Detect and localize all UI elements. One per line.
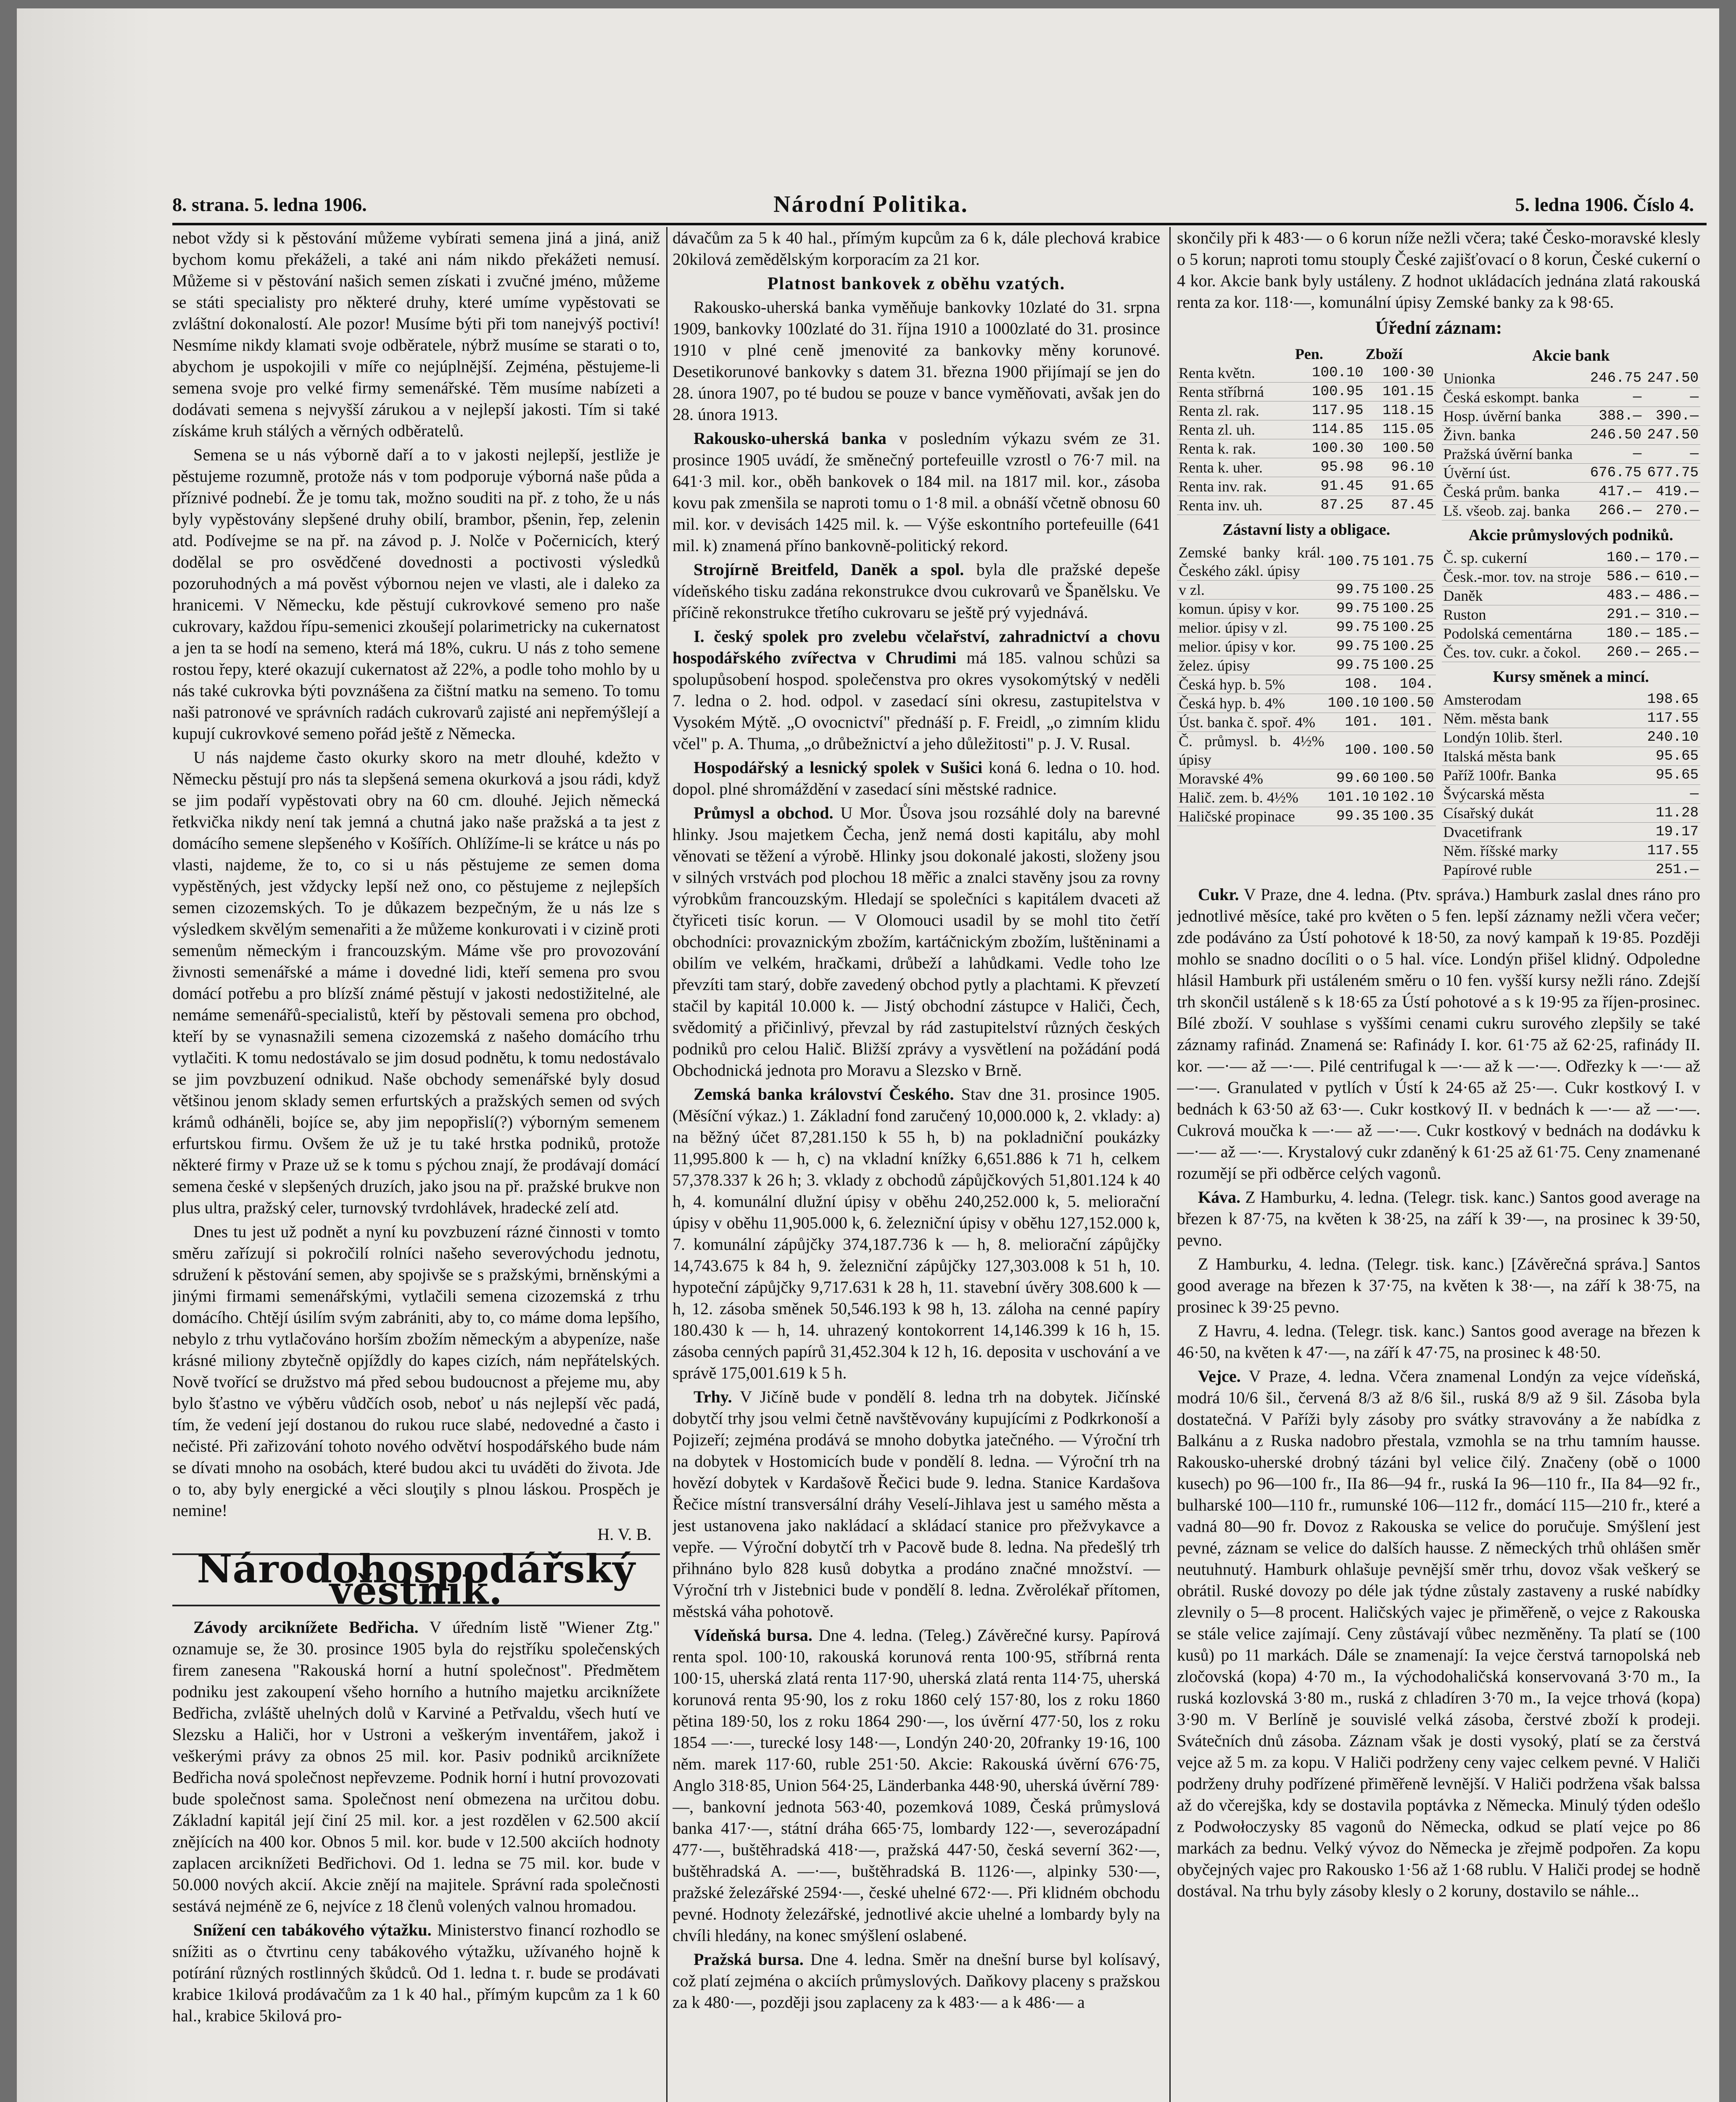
fx-row [1442, 728, 1701, 747]
industrial-table [1442, 549, 1701, 662]
row-value: 100.25 [1381, 599, 1435, 618]
row-value: 260.— [1602, 643, 1651, 662]
fx-row [1442, 785, 1701, 804]
fx-table [1442, 690, 1701, 879]
row-value: 91.65 [1365, 477, 1436, 496]
row-value: 198.65 [1620, 690, 1700, 709]
row-value: 185.— [1651, 624, 1700, 643]
article-paragraph: v posledním výkazu svém ze 31. prosince 1905 uvádí, že směnečný portefeuille vzrostl o 76·7 mil. na 641·3 mil. kor., oběh bankovek o 184 mil. na 1817 mil. kor., zásoba kovu pak zmenšila se naproti tomu o 1·8 mil. a obnáší včetně obnosu 60 mil. kor. v devisách 1425 mil. k. — Výše eskontního portefeuille (641 mil. k) znamená příno bankovně-politický rekord. [673, 429, 1160, 555]
row-value: 486.— [1651, 586, 1700, 605]
bond-row [1177, 788, 1436, 807]
row-value: 95.65 [1620, 766, 1700, 785]
industrial-row [1442, 586, 1701, 605]
article-heading: Průmysl a obchod. [694, 803, 834, 822]
row-value: 483.— [1602, 586, 1651, 605]
row-label: Lš. všeob. zaj. banka [1442, 502, 1586, 520]
row-value: 99.75 [1326, 637, 1381, 656]
article-paragraph: V Praze, dne 4. ledna. (Ptv. správa.) Hamburk zaslal dnes ráno pro jednotlivé měsíce, také pro květen o 5 fen. lepší záznamy nežli včera večer; zde podáváno za Ústí pohotové k 18·50, za nový kampaň k 19·85. Později mohlo se snadno docíliti o o 5 hal. více. Londýn přišel klidný. Odpoledne hlásil Hamburk při ustáleném směru o 10 fen. vyšší kursy nežli ráno. Zdejší trh skončil ustáleně s k 18·65 za Ústí pohotové a s k 19·95 za říjen-prosinec. Bílé zboží. V souhlase s vyššími cenami cukru surového zlepšily se také záznamy rafinád. Znamená se: Rafinády I. kor. 61·75 až 62·25, rafinády II. kor. —·— až —·—. Pilé centrifugal k —·— až k —·—. Odřezky k —·— až —·—. Granulated v pytlích v Ústí k 24·65 až 25·—. Cukr kostkový I. v bednách k 63·50 až 63·—. Cukr kostkový II. v bednách k —·— až —·—. Cukrová moučka k —·— až —·—. Cukr kostkový v bednách na dodávku k —·— až —·—. Krystalový cukr zdaněný k 61·25 až 61·75. Ceny znamenané rozumějí se při odběrce celých vagonů. [1177, 885, 1700, 1183]
row-value: 108. [1326, 675, 1381, 694]
table-title: Úřední záznam: [1375, 317, 1502, 338]
column-3 [1177, 227, 1700, 2102]
row-label: Něm. říšské marky [1442, 842, 1620, 861]
row-label: Amsterodam [1442, 690, 1620, 709]
issue-date-number: 5. ledna 1906. Číslo 4. [1515, 194, 1694, 215]
fx-row [1442, 766, 1701, 785]
row-label: Halič. zem. b. 4½% [1177, 788, 1326, 807]
row-label: Renta zl. uh. [1177, 420, 1295, 439]
row-value: 610.— [1651, 568, 1700, 586]
row-value: 101. [1326, 713, 1381, 732]
article-signature: H. V. B. [597, 1525, 652, 1544]
row-value: 100.35 [1381, 807, 1435, 826]
article-paragraph: dávačům za 5 k 40 hal., přímým kupcům za 6 k, dále plechová krabice 20kilová zemědělským korporacím za 21 kor. [673, 228, 1160, 269]
row-label: Něm. města bank [1442, 709, 1620, 728]
row-label: Pražská úvěrní banka [1442, 445, 1586, 464]
article-paragraph: Dne 4. ledna. Směr na dnešní burse byl kolísavý, což platí zejména o akciích průmyslových. Daňkovy placeny s pražskou za k 480·—, později jsou zaplaceny za k 483·— a k 486·— a [673, 1950, 1160, 2012]
column-1 [172, 227, 660, 2102]
row-value: — [1643, 388, 1700, 407]
row-label: Renta zl. rak. [1177, 401, 1295, 420]
row-value: 100.10 [1326, 694, 1381, 713]
article-heading: Snížení cen tabákového výtažku. [193, 1920, 432, 1939]
article-paragraph: Z Havru, 4. ledna. (Telegr. tisk. kanc.) Santos good average na březen k 46·50, na květen k 47·—, na září k 47·75, na prosinec k 48·50. [1177, 1321, 1700, 1362]
row-label: Česká hyp. b. 5% [1177, 675, 1326, 694]
bond-row [1177, 543, 1436, 581]
bonds-table [1177, 543, 1436, 826]
row-label: Daněk [1442, 586, 1602, 605]
row-label: želez. úpisy [1177, 656, 1326, 675]
row-value: 100.25 [1381, 637, 1435, 656]
bond-row [1177, 637, 1436, 656]
row-value: 100. [1326, 732, 1381, 769]
bond-row [1177, 581, 1436, 599]
row-label: Česká prům. banka [1442, 483, 1586, 502]
row-value: — [1620, 785, 1700, 804]
bond-row [1177, 769, 1436, 788]
article-heading: Rakousko-uherská banka [694, 429, 886, 448]
row-label: v zl. [1177, 581, 1326, 599]
row-value: 99.75 [1326, 656, 1381, 675]
article-paragraph: V Jičíně bude v pondělí 8. ledna trh na dobytek. Jičínské dobytčí trhy jsou velmi četně navštěvovány kupujícími z Podkrkonoší a Pojizeří; zejména prodává se mnoho dobytka jatečného. — Výroční trh na dobytek v Hostomicích bude v pondělí 8. ledna. — Výroční trh na hovězí dobytek v Kardašově Řečici bude 9. ledna. Stanice Kardašova Řečice místní transversální dráhy Veselí-Jihlava jest u samého města a jest ustanovena jako nakládací a skládací stanice pro přežvykavce a vepře. — Výroční dobytčí trh v Pacově bude 8. ledna. Na předešlý trh přihnáno bylo 828 kusů dobytka a prodáno značné množství. — Výroční trh v Jistebnici bude v pondělí 8. ledna. Zvěrolékař přítomen, městská váha pohotově. [673, 1387, 1160, 1621]
row-label: komun. úpisy v kor. [1177, 599, 1326, 618]
fx-row [1442, 747, 1701, 766]
article-paragraph: V úředním listě "Wiener Ztg." oznamuje se, že 30. prosince 1905 byla do rejstříku společenských firem zanesena "Rakouská horní a hutní společnost". Předmětem podniku jest zakoupení všeho horního a hutního majetku arciknížete Bedřicha, zvláště uhelných dolů v Karviné a Petřvaldu, všech hutí ve Slezsku a Haliči, hor v Ustroni a veškerým inventářem, jakož i veškerými právy za obnos 25 mil. kor. Pasiv podniků arciknížete Bedřicha nová společnost nepřevzeme. Podnik horní i hutní provozovati bude společnost sama. Společnost není obmezena na určitou dobu. Základní kapitál její činí 25 mil. kor. a jest rozdělen v 62.500 akcií znějících na 400 kor. Obnos 5 mil. kor. bude v 12.500 akciích hodnoty zaplacen arciknížeti Bedřichovi. Od 1. ledna se 75 mil. kor. bude v 50.000 nových akcií. Akcie znějí na majitele. Správní rada společnosti sestává nejméně ze 6, nejvíce z 18 členů volených valnou hromadou. [172, 1618, 660, 1915]
article-heading: Strojírně Breitfeld, Daněk a spol. [694, 560, 964, 579]
article-paragraph: byla dle pražské depeše vídeňského tisku zadána rekonstrukce dvou cukrovarů ve Španělsku. Ve příčině rekonstrukce třetího cukrovaru se ještě prý vyjednává. [673, 560, 1160, 622]
row-value: 118.15 [1365, 401, 1436, 420]
article-heading: Zemská banka království Českého. [694, 1085, 954, 1104]
industrial-row [1442, 549, 1701, 568]
left-tables [1177, 343, 1436, 884]
industrial-row [1442, 643, 1701, 662]
row-value: 388.— [1586, 407, 1644, 426]
rate-row [1177, 496, 1436, 515]
row-value: 101.15 [1365, 383, 1436, 401]
market-tables [1177, 343, 1700, 884]
rate-row [1177, 458, 1436, 477]
row-value: 100·30 [1365, 364, 1436, 383]
page-margin-strip [17, 8, 151, 2102]
row-value: 270.— [1643, 502, 1700, 520]
bond-row [1177, 618, 1436, 637]
row-value: 99.75 [1326, 581, 1381, 599]
bank-row [1442, 483, 1701, 502]
row-label: Česká eskompt. banka [1442, 388, 1586, 407]
article-paragraph: V Praze, 4. ledna. Včera znamenal Londýn za vejce vídeňská, modrá 10/6 šil., červená 8/3 až 8/6 šil., ruská 8/9 až 9 šil. Zásoba byla dostatečná. V Paříži byly zásoby pro svátky stravovány a že nabídka z Balkánu a z Ruska nadobro přestala, vzmohla se na trhu tamním hausse. Rakousko-uherské drobný tázáni byl velice čilý. Značeny (obě o 1000 kusech) po 96—100 fr., IIa 86—94 fr., ruská Ia 96—110 fr., IIa 84—92 fr., bulharské 100—110 fr., rumunské 106—112 fr., domácí 115—210 fr., které a vadná 80—90 fr. Dovoz z Rakouska se velice do poručuje. Smýšlení jest pevné, záznam se velice do dalších hausse. Z německých trhů ohlášen směr neutuhnutý. Hamburk ohlašuje pevnější směr trhu, dovoz však veškerý se obrátil. Ruské dovozy po déle jak týdne zůstaly zastaveny a ruské nabídky zlevnily o 5—8 procent. Haličských vajec je přiměřeně, o vejce z Rakouska se stále velice zajímají. Ceny zůstávají vůbec nezměněny. Ta platí se (100 kusů) po 11 markách. Dále se znamenají: Ia vejce čerstvá tarnopolská neb zločovská (kopa) 4·70 m., Ia východohaličská konservovaná 3·70 m., Ia ruská kozlovská 3·80 m., ruská z chladíren 3·70 m., Ia vejce trhová (kopa) 3·90 m. V Berlíně je souvislé velká zásoba, čerstvé zboží k prodeji. Svátečních dnů zásoba. Záznam však je dosti vysoký, platí se za čerstvá vejce až 5 m. za kopu. V Haliči podrženy ceny vajec celkem pevné. V Haliči podrženy druhy podřízené přiměřeně levnější. V Haliči podržena však balssa až do včerejška, kdy se dostavila poptávka z Německa. Minulý týden odešlo z Podwołoczysky 85 vagonů do Německa, odkud se platí vejce po 86 markách za bednu. Velký vývoz do Německa je zřejmě podpořen. Za kopu obyčejných vajec pro Rakousko 1·56 až 1·68 rublu. V Haliči prodej se hodně dostával. Na trhu byly zásoby klesly o 2 koruny, dostavilo se náhle... [1177, 1367, 1700, 1900]
row-label: Česká hyp. b. 4% [1177, 694, 1326, 713]
row-label: Papírové ruble [1442, 861, 1620, 879]
article-paragraph: Stav dne 31. prosince 1905. (Měsíční výkaz.) 1. Základní fond zaručený 10,000.000 k, 2. vklady: a) na běžný účet 87,281.150 k 55 h, b) na pokladniční poukázky 11,995.800 k — h, c) na vkladní knížky 6,651.886 k 71 h, celkem 57,378.337 k 26 h; 3. vklady z obchodů zápůjčkových 51,801.124 k 40 h, 4. komunální dlužní úpisy v oběhu 240,252.000 k, 5. meliorační úpisy v oběhu 11,905.000 k, 6. železniční úpisy v oběhu 127,152.000 k, 7. komunální zápůjčky 374,187.736 k — h, 8. meliorační zápůjčky 14,743.675 k 84 h, 9. železniční zápůjčky 127,303.008 k 51 h, 10. hypoteční zápůjčky 9,717.631 k 28 h, 11. stavební úvěry 308.600 k — h, 12. zásoba směnek 50,546.193 k 98 h, 13. záloha na cenné papíry 180.430 k — h, 14. uhrazený kontokorrent 14,146.399 k 16 h, 15. zásoba cenných papírů 31,452.304 k 12 h, 16. deposita v uschování a ve správě 175,001.619 k 5 h. [673, 1085, 1160, 1382]
row-value: — [1586, 445, 1644, 464]
bond-row [1177, 599, 1436, 618]
row-value: 100.50 [1381, 732, 1435, 769]
row-value: 170.— [1651, 549, 1700, 568]
article-heading: Cukr. [1198, 885, 1239, 904]
page-header [172, 185, 1707, 225]
article-paragraph: koná 6. ledna o 10. hod. dopol. plné shromáždění v zasedací síni městské radnice. [673, 758, 1160, 798]
row-value: 100.50 [1381, 769, 1435, 788]
row-value: 95.65 [1620, 747, 1700, 766]
article-paragraph: Rakousko-uherská banka vyměňuje bankovky 10zlaté do 31. srpna 1909, bankovky 100zlaté do 31. října 1910 a 1000zlaté do 31. prosince 1910 v plné ceně jmenovité za bankovky měny korunové. Desetikorunové bankovky s datem 31. března 1900 přijímají se jen do 28. února 1907, po té budou se pouze v bance vyměňovati, avšak jen do 28. února 1913. [673, 298, 1160, 424]
article-paragraph: Ministerstvo financí rozhodlo se snížiti as o čtvrtinu ceny tabákového výtažku, užívaného hojně k potírání různých rostlinných škůdců. Od 1. ledna t. r. bude se prodávati krabice 1kilová prodávačům za 1 k 40 hal., přímým kupcům za 1 k 60 hal., krabice 5kilová pro- [172, 1920, 660, 2025]
bank-row [1442, 502, 1701, 520]
row-value: — [1643, 445, 1700, 464]
row-value: 265.— [1651, 643, 1700, 662]
row-value: 101. [1381, 713, 1435, 732]
fx-title: Kursy směnek a mincí. [1493, 668, 1649, 686]
row-value: 117.55 [1620, 842, 1700, 861]
row-value: 586.— [1602, 568, 1651, 586]
column-rule-2 [1169, 227, 1171, 2102]
article-paragraph: U Mor. Ůsova jsou rozsáhlé doly na barevné hlinky. Jsou majetkem Čecha, jenž nemá dosti kapitálu, aby mohl věnovati se těžení a výrobě. Hlinky jsou dokonalé jakosti, složeny jsou v silných vrstvách pod plochou 18 měřic a znalci stavěny jsou za rovny výrobkům francouzským. Hledají se společníci s kapitálem dvaceti až čtyřiceti tisíc korun. — V Olomouci usadil by se mohl tito četří obchodníci: provaznickým zbožím, kartáčnickým zbožím, luštěninami a obilím ve velkém, hračkami, drůbeží a lahůdkami. Vedle toho lze převzíti tam starý, dobře zavedený obchod pytly a plachtami. K převzetí stačil by kapitál 10.000 k. — Jistý obchodní zástupce v Haliči, Čech, svědomitý a přičinlivý, převzal by rád zastupitelství různých českých podniků pro celou Halič. Bližší zprávy a vysvětlení na požádání podá Obchodnická jednota pro Moravu a Slezsko v Brně. [673, 803, 1160, 1080]
article-paragraph: Semena se u nás výborně daří a to v jakosti nejlepší, jestliže je pěstujeme rozumně, protože nás v tom podporuje výborná naše půda a příznivé podnebí. Že je tomu tak, možno souditi na př. z toho, že u nás byly vypěstovány slepšené druhy obilí, brambor, pšenin, řep, zelenin atd. Podívejme se na př. na závod p. J. Nolče v Počernicích, který dodělal se pro osvědčené dovednosti a poctivosti výsledků pozoruhodných a má pověst výbornou nejen ve vlasti, ale i daleko za hranicemi. V Německu, kde pěstují cukrovkové semeno pro naše cukrovary, každou řípu-semenici zkoušejí polarimetricky na cukernatost a jen ta se hodí na semeno, která má 18%, cukru. U nás z toho semene rostou řepy, které okazují cukernatost až 22%, a podle toho mohlo by u nás také cukrovka býti povznášena za čištní matku na semeno. To tomu naši patronové ve správních radách cukrovarů zajisté ani nepřemýšlejí a kupují cukrovkové semeno pořád ještě z Německa. [172, 445, 660, 743]
row-value: 266.— [1586, 502, 1644, 520]
row-value: 677.75 [1643, 464, 1700, 483]
article-heading: Pražská bursa. [694, 1950, 804, 1969]
article-heading: Závody arciknížete Bedřicha. [193, 1618, 419, 1637]
bond-row [1177, 656, 1436, 675]
row-value: 11.28 [1620, 804, 1700, 823]
bond-row [1177, 807, 1436, 826]
row-value: 99.75 [1326, 599, 1381, 618]
row-value: 99.35 [1326, 807, 1381, 826]
article-heading: Vejce. [1198, 1367, 1241, 1386]
row-label: Italská města bank [1442, 747, 1620, 766]
row-value: 96.10 [1365, 458, 1436, 477]
row-value: — [1586, 388, 1644, 407]
row-value: 102.10 [1381, 788, 1435, 807]
row-value: 99.60 [1326, 769, 1381, 788]
row-value: 246.50 [1586, 426, 1644, 445]
row-value: 390.— [1643, 407, 1700, 426]
row-value: 291.— [1602, 605, 1651, 624]
row-label: Unionka [1442, 369, 1586, 388]
page-number-date: 8. strana. 5. ledna 1906. [172, 194, 367, 215]
bank-row [1442, 445, 1701, 464]
row-label: Moravské 4% [1177, 769, 1326, 788]
row-label: Haličské propinace [1177, 807, 1326, 826]
row-value: 91.45 [1295, 477, 1365, 496]
bond-row [1177, 713, 1436, 732]
row-label: Živn. banka [1442, 426, 1586, 445]
bond-row [1177, 732, 1436, 769]
rate-row [1177, 439, 1436, 458]
row-label: Dvacetifrank [1442, 823, 1620, 842]
row-value: 160.— [1602, 549, 1651, 568]
row-label: Úst. banka č. spoř. 4% [1177, 713, 1326, 732]
bond-row [1177, 694, 1436, 713]
row-label: Renta k. uher. [1177, 458, 1295, 477]
article-paragraph: Z Hamburku, 4. ledna. (Telegr. tisk. kanc.) Santos good average na březen k 87·75, na květen k 38·25, na září k 39·—, na prosinec k 39·50, pevno. [1177, 1188, 1700, 1249]
row-value: 247.50 [1643, 426, 1700, 445]
fx-row [1442, 823, 1701, 842]
article-paragraph: Dne 4. ledna. (Teleg.) Závěrečné kursy. Papírová renta spol. 100·10, rakouská korunová renta 100·95, stříbrná renta 100·15, uherská zlatá renta 117·90, uherská zlatá renta 114·75, uherská korunová renta 95·90, los z roku 1860 celý 157·80, los z roku 1860 pětina 189·50, los z roku 1864 290·—, los úvěrní 477·50, los z roku 1854 —·—, turecké losy 148·—, Londýn 240·20, 20franky 19·16, 100 něm. marek 117·60, ruble 251·50. Akcie: Rakouská úvěrní 676·75, Anglo 318·85, Union 564·25, Länderbanka 448·90, uherská úvěrní 789·—, bankovní jednota 563·40, pozemková 1089, Česká průmyslová banka 417·—, státní dráha 665·75, lombardy 122·—, severozápadní 477·—, buštěhradská 418·—, pražská 447·50, česká severní 362·—, buštěhradská A. —·—, buštěhradská B. 1126·—, alpinky 530·—, pražské železářské 2594·—, české uhelné 672·—. Při klidném obchodu pevné. Hodnoty železářské, jednotlivé akcie uhelné a lombardy byly na chvíli hledány, na konec smýšlení oslabené. [673, 1626, 1160, 1945]
row-value: 104. [1381, 675, 1435, 694]
row-label: Úvěrní úst. [1442, 464, 1586, 483]
row-label: Česk.-mor. tov. na stroje [1442, 568, 1602, 586]
row-value: 87.45 [1365, 496, 1436, 515]
bond-row [1177, 675, 1436, 694]
row-value: 251.— [1620, 861, 1700, 879]
row-value: 99.75 [1326, 618, 1381, 637]
column-header [1177, 344, 1295, 364]
article-paragraph: Dnes tu jest už podnět a nyní ku povzbuzení rázné činnosti v tomto směru zařízují si pokročilí rolníci našeho severovýchodu jednotu, sdružení k pěstování semen, aby spojivše se s pražskými, brněnskými a jinými firmami semenářskými, vytlačili semena cizozemská z trhu domácího. Chtějí úsilím svým zabrániti, aby to, co máme doma lepšího, nebylo z trhu vytlačováno horším zbožím německým a abypeníze, naše krásné miliony zbytečně opjíždly do kapes cizích, nám nepřátelských. Nově tvořící se družstvo má před sebou budoucnost a přejeme mu, aby bylo šťastno ve výběru vůdčích osob, neboť u nás nejlepší věc padá, tím, že vedení její dostanou do rukou ruce slabé, nedovedné a často i nečisté. Při zařizování tohoto nového odvětví hospodářského bude nám se dívati mnoho na osobách, které budou akci tu uváděti do života. Jde o to, aby byly energické a věci slouţily s plnou láskou. Prospěch je nemine! [172, 1222, 660, 1520]
row-value: 117.55 [1620, 709, 1700, 728]
banks-table [1442, 369, 1701, 520]
row-value: 100.10 [1295, 364, 1365, 383]
row-value: 310.— [1651, 605, 1700, 624]
row-value: 100.25 [1381, 618, 1435, 637]
row-value: 100.50 [1381, 694, 1435, 713]
row-label: Londýn 10lib. šterl. [1442, 728, 1620, 747]
row-label: Hosp. úvěrní banka [1442, 407, 1586, 426]
bank-row [1442, 388, 1701, 407]
row-value: 676.75 [1586, 464, 1644, 483]
fx-row [1442, 690, 1701, 709]
row-label: Ruston [1442, 605, 1602, 624]
industrial-row [1442, 605, 1701, 624]
row-value: 115.05 [1365, 420, 1436, 439]
bank-row [1442, 464, 1701, 483]
bank-row [1442, 369, 1701, 388]
row-value: 247.50 [1643, 369, 1700, 388]
row-label: Švýcarská města [1442, 785, 1620, 804]
column-rule-1 [666, 227, 667, 2102]
article-heading: Platnost bankovek z oběhu vzatých. [767, 274, 1066, 293]
banks-title: Akcie bank [1532, 347, 1610, 364]
column-header: Pen. [1295, 346, 1323, 362]
row-value: 100.25 [1381, 581, 1435, 599]
row-label: melior. úpisy v zl. [1177, 618, 1326, 637]
column-header: Zboží [1365, 346, 1403, 362]
article-heading: Vídeňská bursa. [694, 1626, 813, 1645]
fx-row [1442, 804, 1701, 823]
row-value: 100.50 [1365, 439, 1436, 458]
row-value: 240.10 [1620, 728, 1700, 747]
industrial-row [1442, 568, 1701, 586]
row-label: Renta stříbrná [1177, 383, 1295, 401]
article-heading: Hospodářský a lesnický spolek v Sušici [694, 758, 983, 777]
row-label: Č. sp. cukerní [1442, 549, 1602, 568]
row-value: 19.17 [1620, 823, 1700, 842]
row-label: Císařský dukát [1442, 804, 1620, 823]
right-tables [1442, 343, 1701, 884]
article-paragraph: nebot vždy si k pěstování můžeme vybírati semena jiná a jiná, aniž bychom komu překáželi, a také ani nám nikdo překážeti nemusí. Můžeme si v pěstování našich semen získati i zvučné jméno, můžeme se státi specialisty pro některé druhy, které umíme vypěstovati se zvláštní dokonalostí. Ale pozor! Musíme býti při tom nanejvýš poctiví! Nesmíme nikdy klamati svoje odběratele, nýbrž musíme se starati o to, abychom je uspokojili v míře co nejúplnější. Zejména, pěstujeme-li semena svoje pro velké firmy semenářské. Těm musíme nabízeti a dodávati semena s nejvyšší zárukou a v nejlepší jakosti. Tím si také získáme kruh stálých a věrných odběratelů. [172, 228, 660, 440]
row-value: 117.95 [1295, 401, 1365, 420]
row-value: 100.95 [1295, 383, 1365, 401]
row-value: 419.— [1643, 483, 1700, 502]
rate-row [1177, 477, 1436, 496]
row-value: 417.— [1586, 483, 1644, 502]
row-label: Čes. tov. cukr. a čokol. [1442, 643, 1602, 662]
industrial-title: Akcie průmyslových podniků. [1468, 526, 1673, 544]
fx-row [1442, 709, 1701, 728]
bonds-title: Zástavní listy a obligace. [1222, 521, 1390, 539]
row-value: 180.— [1602, 624, 1651, 643]
row-label: melior. úpisy v kor. [1177, 637, 1326, 656]
rate-row [1177, 364, 1436, 383]
industrial-row [1442, 624, 1701, 643]
row-label: Č. průmysl. b. 4½% úpisy [1177, 732, 1326, 769]
row-value: 101.10 [1326, 788, 1381, 807]
row-label: Renta květn. [1177, 364, 1295, 383]
row-value: 100.25 [1381, 656, 1435, 675]
row-label: Renta k. rak. [1177, 439, 1295, 458]
fx-row [1442, 861, 1701, 879]
fx-row [1442, 842, 1701, 861]
rate-row [1177, 383, 1436, 401]
row-label: Renta inv. uh. [1177, 496, 1295, 515]
row-value: 100.30 [1295, 439, 1365, 458]
rate-row [1177, 420, 1436, 439]
section-title: Národohospodářský věstník. [172, 1553, 660, 1606]
rates-table [1177, 344, 1436, 515]
article-heading: I. český spolek pro zvelebu včelařství, zahradnictví a chovu hospodářského zvířectva v Chrudimi [673, 627, 1160, 667]
row-value: 95.98 [1295, 458, 1365, 477]
article-heading: Káva. [1198, 1188, 1241, 1207]
article-paragraph: U nás najdeme často okurky skoro na metr dlouhé, kdežto v Německu pěstují pro nás ta slepšená semena okurková a jsou rádi, když se jim podaří vypěstovati obry na 60 cm. dlouhé. Jejich německá řetkvička nikdy není tak jemná a chutná jako naše pražská a ta jest z domácího semene slepšeného v Košířích. Ohlížíme-li se krátce u nás po vlasti, najdeme, že to, co si u nás pěstujeme ze semen doma vypěstěných, jest vždycky lepší než ono, co pěstujeme z nejlepších semen cizozemských. To je důkazem bezpečným, že u nás lze s výsledkem skvělým semenařiti a že můžeme konkurovati i v cizině proti semenům německým i francouzským. Máme vše pro provozování živnosti semenářské a máme i dovedné lidi, kteří semena pro svou domácí potřebu a pro blízší známé pěstují v jakosti nedostižitelné, ale nemáme semenářů-specialistů, kteří by pěstovali semena pro obchod, kteří by se vynasnažili semena cizozemská z našeho domácího trhu vytlačiti. K tomu nedostávalo se jim dosud podnětu, k tomu nedostávalo se jim povzbuzení odnikud. Naše obchody semenářské byly dosud většinou jenom sklady semen erfurtských a pražských semen od svých krámů odháněli, bojíce se, aby jim nepopřislí(?) výborným semenem erfurtskou firmu. Ovšem že už je tu také hrstka podniků, protože některé firmy v Praze už se k tomu s pýchou znají, že prodávají domácí semena české v slepšených druzích, jako jsou na př. pražské brukve non plus ultra, pražský celer, turnovský tvrdohlávek, hradecké zelí atd. [172, 748, 660, 1217]
column-2 [673, 227, 1160, 2102]
bank-row [1442, 426, 1701, 445]
newspaper-title: Národní Politika. [773, 191, 968, 217]
article-paragraph: skončily při k 483·— o 6 korun níže nežli včera; také Česko-moravské klesly o 5 korun; naproti tomu stouply České zajišťovací o 8 korun, České cukerní o 4 kor. Akcie bank byly ustáleny. Z hodnot ukládacích jednána zlatá rakouská renta za kor. 118·—, komunální úpisy Zemské banky za k 98·65. [1177, 228, 1700, 312]
row-label: Podolská cementárna [1442, 624, 1602, 643]
row-label: Paříž 100fr. Banka [1442, 766, 1620, 785]
row-value: 101.75 [1381, 543, 1435, 581]
row-label: Renta inv. rak. [1177, 477, 1295, 496]
row-value: 100.75 [1326, 543, 1381, 581]
article-paragraph: Z Hamburku, 4. ledna. (Telegr. tisk. kanc.) [Závěrečná správa.] Santos good average na březen k 37·75, na květen k 38·—, na září k 38·75, na prosinec k 39·25 pevno. [1177, 1254, 1700, 1316]
article-heading: Trhy. [694, 1387, 732, 1406]
article-paragraph: má 185. valnou schůzi sa spolupůsobení hospod. společenstva pro okres vysokomýtský v neděli 7. ledna o 2. hod. odpol. v zasedací síni okresu, zastupitelstva v Vysokém Mýtě. „O ovocnictví" přednáší p. F. Freidl, „o zimním klidu včel" p. A. Thuma, „o drůbežnictví a jeho důležitosti" p. J. V. Rusal. [673, 648, 1160, 753]
row-value: 246.75 [1586, 369, 1644, 388]
row-value: 114.85 [1295, 420, 1365, 439]
row-label: Zemské banky král. Českého zákl. úpisy [1177, 543, 1326, 581]
row-value: 87.25 [1295, 496, 1365, 515]
bank-row [1442, 407, 1701, 426]
rate-row [1177, 401, 1436, 420]
